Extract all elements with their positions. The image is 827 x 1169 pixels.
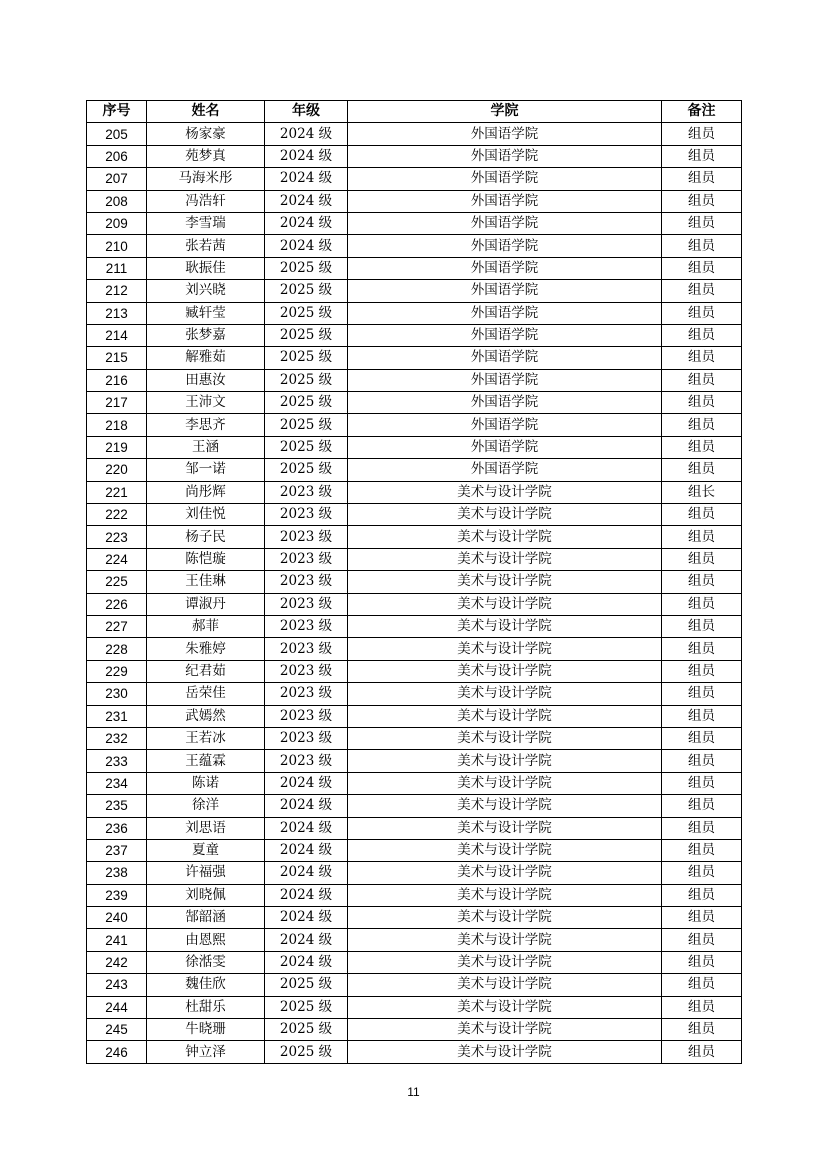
cell-college: 外国语学院 bbox=[348, 168, 662, 190]
cell-remark: 组员 bbox=[662, 907, 742, 929]
cell-name: 张若茜 bbox=[147, 235, 265, 257]
cell-college: 美术与设计学院 bbox=[348, 1041, 662, 1063]
table-row bbox=[87, 257, 742, 279]
cell-remark: 组员 bbox=[662, 571, 742, 593]
cell-grade: 2024 级 bbox=[265, 168, 348, 190]
cell-name: 邹一诺 bbox=[147, 459, 265, 481]
table-row bbox=[87, 548, 742, 570]
cell-grade: 2025 级 bbox=[265, 436, 348, 458]
cell-grade: 2024 级 bbox=[265, 212, 348, 234]
table-row bbox=[87, 212, 742, 234]
cell-remark: 组员 bbox=[662, 257, 742, 279]
cell-name: 陈诺 bbox=[147, 772, 265, 794]
cell-name: 王蕴霖 bbox=[147, 750, 265, 772]
cell-seq: 219 bbox=[87, 436, 147, 458]
cell-grade: 2025 级 bbox=[265, 347, 348, 369]
cell-college: 外国语学院 bbox=[348, 280, 662, 302]
table-row bbox=[87, 481, 742, 503]
cell-name: 臧轩莹 bbox=[147, 302, 265, 324]
cell-name: 刘佳悦 bbox=[147, 504, 265, 526]
cell-college: 美术与设计学院 bbox=[348, 571, 662, 593]
table-row bbox=[87, 884, 742, 906]
cell-grade: 2023 级 bbox=[265, 727, 348, 749]
cell-name: 田惠汝 bbox=[147, 369, 265, 391]
cell-remark: 组员 bbox=[662, 974, 742, 996]
cell-name: 杨家豪 bbox=[147, 123, 265, 145]
cell-grade: 2023 级 bbox=[265, 526, 348, 548]
cell-grade: 2025 级 bbox=[265, 392, 348, 414]
table-row bbox=[87, 817, 742, 839]
cell-remark: 组员 bbox=[662, 190, 742, 212]
cell-grade: 2025 级 bbox=[265, 324, 348, 346]
cell-seq: 214 bbox=[87, 324, 147, 346]
cell-remark: 组员 bbox=[662, 414, 742, 436]
cell-seq: 218 bbox=[87, 414, 147, 436]
cell-seq: 208 bbox=[87, 190, 147, 212]
cell-remark: 组员 bbox=[662, 884, 742, 906]
cell-grade: 2023 级 bbox=[265, 750, 348, 772]
cell-remark: 组员 bbox=[662, 929, 742, 951]
header-college: 学院 bbox=[348, 101, 662, 123]
cell-seq: 238 bbox=[87, 862, 147, 884]
cell-seq: 213 bbox=[87, 302, 147, 324]
cell-seq: 221 bbox=[87, 481, 147, 503]
cell-college: 美术与设计学院 bbox=[348, 705, 662, 727]
cell-name: 王佳琳 bbox=[147, 571, 265, 593]
cell-grade: 2024 级 bbox=[265, 951, 348, 973]
table-row bbox=[87, 839, 742, 861]
cell-college: 外国语学院 bbox=[348, 436, 662, 458]
cell-name: 夏童 bbox=[147, 839, 265, 861]
cell-seq: 206 bbox=[87, 145, 147, 167]
cell-name: 刘兴晓 bbox=[147, 280, 265, 302]
cell-seq: 237 bbox=[87, 839, 147, 861]
cell-seq: 244 bbox=[87, 996, 147, 1018]
cell-college: 美术与设计学院 bbox=[348, 884, 662, 906]
page-number: 11 bbox=[407, 1085, 420, 1099]
cell-name: 耿振佳 bbox=[147, 257, 265, 279]
cell-grade: 2024 级 bbox=[265, 190, 348, 212]
cell-name: 王沛文 bbox=[147, 392, 265, 414]
cell-college: 外国语学院 bbox=[348, 414, 662, 436]
cell-grade: 2023 级 bbox=[265, 660, 348, 682]
table-row bbox=[87, 190, 742, 212]
cell-seq: 210 bbox=[87, 235, 147, 257]
cell-name: 尚彤辉 bbox=[147, 481, 265, 503]
cell-college: 美术与设计学院 bbox=[348, 974, 662, 996]
cell-grade: 2024 级 bbox=[265, 862, 348, 884]
table-row bbox=[87, 660, 742, 682]
cell-seq: 241 bbox=[87, 929, 147, 951]
cell-grade: 2024 级 bbox=[265, 145, 348, 167]
cell-seq: 230 bbox=[87, 683, 147, 705]
table-row bbox=[87, 347, 742, 369]
cell-college: 外国语学院 bbox=[348, 235, 662, 257]
cell-college: 美术与设计学院 bbox=[348, 907, 662, 929]
table-row bbox=[87, 459, 742, 481]
cell-remark: 组员 bbox=[662, 615, 742, 637]
cell-grade: 2023 级 bbox=[265, 593, 348, 615]
cell-grade: 2025 级 bbox=[265, 369, 348, 391]
cell-seq: 242 bbox=[87, 951, 147, 973]
cell-grade: 2024 级 bbox=[265, 772, 348, 794]
cell-grade: 2024 级 bbox=[265, 817, 348, 839]
cell-grade: 2024 级 bbox=[265, 907, 348, 929]
cell-name: 谭淑丹 bbox=[147, 593, 265, 615]
cell-grade: 2024 级 bbox=[265, 839, 348, 861]
cell-name: 朱雅婷 bbox=[147, 638, 265, 660]
cell-remark: 组员 bbox=[662, 996, 742, 1018]
cell-seq: 207 bbox=[87, 168, 147, 190]
cell-college: 外国语学院 bbox=[348, 369, 662, 391]
cell-name: 魏佳欣 bbox=[147, 974, 265, 996]
cell-name: 徐洋 bbox=[147, 795, 265, 817]
cell-remark: 组员 bbox=[662, 638, 742, 660]
cell-seq: 240 bbox=[87, 907, 147, 929]
cell-grade: 2023 级 bbox=[265, 481, 348, 503]
header-remark: 备注 bbox=[662, 101, 742, 123]
cell-seq: 232 bbox=[87, 727, 147, 749]
table-row bbox=[87, 168, 742, 190]
cell-college: 外国语学院 bbox=[348, 347, 662, 369]
cell-college: 美术与设计学院 bbox=[348, 638, 662, 660]
cell-seq: 234 bbox=[87, 772, 147, 794]
roster-body bbox=[87, 123, 742, 1063]
cell-seq: 209 bbox=[87, 212, 147, 234]
cell-remark: 组员 bbox=[662, 145, 742, 167]
cell-remark: 组员 bbox=[662, 660, 742, 682]
cell-grade: 2023 级 bbox=[265, 548, 348, 570]
cell-name: 郝菲 bbox=[147, 615, 265, 637]
cell-remark: 组员 bbox=[662, 324, 742, 346]
cell-name: 杨子民 bbox=[147, 526, 265, 548]
cell-seq: 236 bbox=[87, 817, 147, 839]
cell-college: 美术与设计学院 bbox=[348, 660, 662, 682]
cell-remark: 组长 bbox=[662, 481, 742, 503]
cell-grade: 2024 级 bbox=[265, 795, 348, 817]
table-row bbox=[87, 235, 742, 257]
table-row bbox=[87, 280, 742, 302]
cell-college: 美术与设计学院 bbox=[348, 929, 662, 951]
cell-college: 外国语学院 bbox=[348, 123, 662, 145]
cell-college: 美术与设计学院 bbox=[348, 996, 662, 1018]
table-row bbox=[87, 324, 742, 346]
cell-grade: 2025 级 bbox=[265, 1019, 348, 1041]
cell-remark: 组员 bbox=[662, 727, 742, 749]
cell-grade: 2024 级 bbox=[265, 884, 348, 906]
cell-grade: 2025 级 bbox=[265, 974, 348, 996]
cell-name: 徐湉雯 bbox=[147, 951, 265, 973]
cell-grade: 2023 级 bbox=[265, 705, 348, 727]
cell-remark: 组员 bbox=[662, 459, 742, 481]
cell-grade: 2025 级 bbox=[265, 302, 348, 324]
cell-seq: 233 bbox=[87, 750, 147, 772]
table-row bbox=[87, 929, 742, 951]
cell-grade: 2023 级 bbox=[265, 571, 348, 593]
cell-remark: 组员 bbox=[662, 347, 742, 369]
cell-remark: 组员 bbox=[662, 168, 742, 190]
cell-remark: 组员 bbox=[662, 750, 742, 772]
cell-seq: 212 bbox=[87, 280, 147, 302]
cell-college: 美术与设计学院 bbox=[348, 548, 662, 570]
cell-name: 张梦嘉 bbox=[147, 324, 265, 346]
cell-seq: 225 bbox=[87, 571, 147, 593]
header-seq: 序号 bbox=[87, 101, 147, 123]
cell-name: 刘思语 bbox=[147, 817, 265, 839]
cell-remark: 组员 bbox=[662, 839, 742, 861]
cell-seq: 245 bbox=[87, 1019, 147, 1041]
table-row bbox=[87, 974, 742, 996]
cell-name: 李雪瑞 bbox=[147, 212, 265, 234]
table-row bbox=[87, 683, 742, 705]
cell-remark: 组员 bbox=[662, 369, 742, 391]
cell-grade: 2023 级 bbox=[265, 504, 348, 526]
cell-college: 美术与设计学院 bbox=[348, 772, 662, 794]
cell-name: 郜韶涵 bbox=[147, 907, 265, 929]
table-row bbox=[87, 772, 742, 794]
cell-college: 美术与设计学院 bbox=[348, 795, 662, 817]
cell-college: 外国语学院 bbox=[348, 324, 662, 346]
cell-seq: 216 bbox=[87, 369, 147, 391]
cell-remark: 组员 bbox=[662, 683, 742, 705]
table-row bbox=[87, 302, 742, 324]
cell-seq: 211 bbox=[87, 257, 147, 279]
cell-grade: 2024 级 bbox=[265, 235, 348, 257]
cell-seq: 229 bbox=[87, 660, 147, 682]
cell-seq: 205 bbox=[87, 123, 147, 145]
cell-remark: 组员 bbox=[662, 772, 742, 794]
cell-seq: 217 bbox=[87, 392, 147, 414]
cell-remark: 组员 bbox=[662, 1019, 742, 1041]
table-row bbox=[87, 750, 742, 772]
table-row bbox=[87, 907, 742, 929]
table-row bbox=[87, 727, 742, 749]
cell-college: 美术与设计学院 bbox=[348, 593, 662, 615]
table-row bbox=[87, 1041, 742, 1063]
cell-name: 苑梦真 bbox=[147, 145, 265, 167]
cell-college: 美术与设计学院 bbox=[348, 504, 662, 526]
header-row bbox=[87, 101, 742, 123]
cell-remark: 组员 bbox=[662, 302, 742, 324]
cell-name: 马海米彤 bbox=[147, 168, 265, 190]
cell-college: 美术与设计学院 bbox=[348, 862, 662, 884]
cell-name: 王若冰 bbox=[147, 727, 265, 749]
cell-name: 岳荣佳 bbox=[147, 683, 265, 705]
roster-table bbox=[86, 100, 742, 1064]
cell-name: 冯浩轩 bbox=[147, 190, 265, 212]
table-row bbox=[87, 795, 742, 817]
cell-college: 美术与设计学院 bbox=[348, 615, 662, 637]
cell-grade: 2023 级 bbox=[265, 615, 348, 637]
cell-remark: 组员 bbox=[662, 817, 742, 839]
cell-name: 纪君茹 bbox=[147, 660, 265, 682]
table-row bbox=[87, 526, 742, 548]
cell-remark: 组员 bbox=[662, 705, 742, 727]
cell-name: 陈恺璇 bbox=[147, 548, 265, 570]
cell-grade: 2023 级 bbox=[265, 683, 348, 705]
cell-college: 美术与设计学院 bbox=[348, 750, 662, 772]
table-row bbox=[87, 996, 742, 1018]
cell-college: 外国语学院 bbox=[348, 190, 662, 212]
cell-remark: 组员 bbox=[662, 280, 742, 302]
cell-seq: 231 bbox=[87, 705, 147, 727]
cell-seq: 243 bbox=[87, 974, 147, 996]
table-row bbox=[87, 414, 742, 436]
table-row bbox=[87, 504, 742, 526]
cell-college: 美术与设计学院 bbox=[348, 951, 662, 973]
cell-seq: 246 bbox=[87, 1041, 147, 1063]
cell-seq: 228 bbox=[87, 638, 147, 660]
cell-seq: 220 bbox=[87, 459, 147, 481]
cell-name: 解雅茹 bbox=[147, 347, 265, 369]
cell-remark: 组员 bbox=[662, 436, 742, 458]
cell-college: 外国语学院 bbox=[348, 257, 662, 279]
table-row bbox=[87, 705, 742, 727]
cell-name: 牛晓珊 bbox=[147, 1019, 265, 1041]
table-row bbox=[87, 145, 742, 167]
cell-grade: 2025 级 bbox=[265, 996, 348, 1018]
cell-remark: 组员 bbox=[662, 235, 742, 257]
cell-college: 美术与设计学院 bbox=[348, 817, 662, 839]
cell-grade: 2024 级 bbox=[265, 929, 348, 951]
cell-remark: 组员 bbox=[662, 123, 742, 145]
cell-remark: 组员 bbox=[662, 951, 742, 973]
cell-college: 外国语学院 bbox=[348, 459, 662, 481]
cell-grade: 2025 级 bbox=[265, 414, 348, 436]
cell-remark: 组员 bbox=[662, 862, 742, 884]
cell-remark: 组员 bbox=[662, 526, 742, 548]
cell-grade: 2025 级 bbox=[265, 257, 348, 279]
cell-name: 钟立泽 bbox=[147, 1041, 265, 1063]
cell-name: 许福强 bbox=[147, 862, 265, 884]
table-row bbox=[87, 615, 742, 637]
cell-name: 刘晓佩 bbox=[147, 884, 265, 906]
table-row bbox=[87, 862, 742, 884]
cell-seq: 223 bbox=[87, 526, 147, 548]
table-row bbox=[87, 638, 742, 660]
table-row bbox=[87, 392, 742, 414]
table-row bbox=[87, 593, 742, 615]
table-row bbox=[87, 951, 742, 973]
cell-seq: 215 bbox=[87, 347, 147, 369]
cell-college: 外国语学院 bbox=[348, 302, 662, 324]
cell-grade: 2025 级 bbox=[265, 459, 348, 481]
cell-seq: 235 bbox=[87, 795, 147, 817]
cell-seq: 239 bbox=[87, 884, 147, 906]
cell-college: 外国语学院 bbox=[348, 212, 662, 234]
header-grade: 年级 bbox=[265, 101, 348, 123]
cell-college: 美术与设计学院 bbox=[348, 683, 662, 705]
cell-remark: 组员 bbox=[662, 548, 742, 570]
table-row bbox=[87, 1019, 742, 1041]
table-row bbox=[87, 436, 742, 458]
cell-college: 美术与设计学院 bbox=[348, 1019, 662, 1041]
cell-name: 由恩熙 bbox=[147, 929, 265, 951]
cell-name: 杜甜乐 bbox=[147, 996, 265, 1018]
cell-remark: 组员 bbox=[662, 795, 742, 817]
cell-college: 美术与设计学院 bbox=[348, 839, 662, 861]
cell-college: 外国语学院 bbox=[348, 145, 662, 167]
cell-college: 美术与设计学院 bbox=[348, 526, 662, 548]
cell-seq: 226 bbox=[87, 593, 147, 615]
cell-name: 王涵 bbox=[147, 436, 265, 458]
cell-grade: 2025 级 bbox=[265, 280, 348, 302]
cell-college: 美术与设计学院 bbox=[348, 481, 662, 503]
table-row bbox=[87, 123, 742, 145]
table-row bbox=[87, 369, 742, 391]
cell-college: 外国语学院 bbox=[348, 392, 662, 414]
cell-grade: 2025 级 bbox=[265, 1041, 348, 1063]
cell-seq: 222 bbox=[87, 504, 147, 526]
cell-name: 李思齐 bbox=[147, 414, 265, 436]
cell-name: 武嫣然 bbox=[147, 705, 265, 727]
cell-remark: 组员 bbox=[662, 1041, 742, 1063]
cell-seq: 224 bbox=[87, 548, 147, 570]
cell-seq: 227 bbox=[87, 615, 147, 637]
cell-remark: 组员 bbox=[662, 212, 742, 234]
cell-remark: 组员 bbox=[662, 392, 742, 414]
header-name: 姓名 bbox=[147, 101, 265, 123]
cell-grade: 2024 级 bbox=[265, 123, 348, 145]
cell-college: 美术与设计学院 bbox=[348, 727, 662, 749]
table-row bbox=[87, 571, 742, 593]
cell-grade: 2023 级 bbox=[265, 638, 348, 660]
cell-remark: 组员 bbox=[662, 593, 742, 615]
cell-remark: 组员 bbox=[662, 504, 742, 526]
